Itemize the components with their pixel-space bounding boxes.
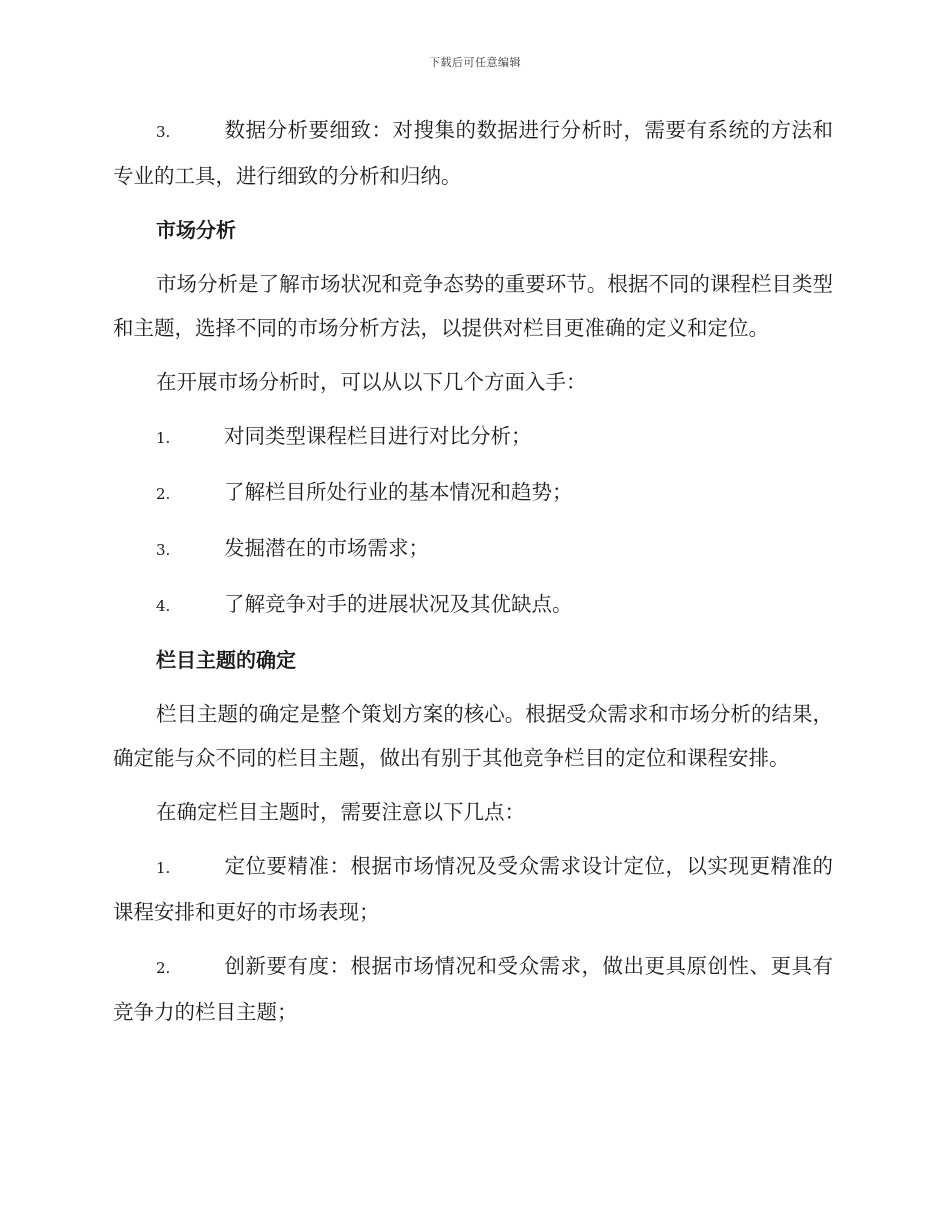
list-item bbox=[113, 944, 833, 1034]
list-item bbox=[113, 108, 833, 198]
list-item-text: 发掘潜在的市场需求； bbox=[224, 536, 429, 560]
list-item-text: 了解竞争对手的进展状况及其优缺点。 bbox=[224, 592, 573, 616]
section-heading-market: 市场分析 bbox=[156, 218, 236, 242]
list-item bbox=[113, 470, 833, 516]
document-body bbox=[113, 108, 833, 1044]
list-item-number: 2. bbox=[156, 959, 171, 977]
section-heading-theme: 栏目主题的确定 bbox=[156, 648, 296, 672]
list-item-number: 4. bbox=[156, 597, 171, 615]
list-item-number: 3. bbox=[156, 123, 171, 141]
list-item-number: 3. bbox=[156, 541, 171, 559]
list-item-text: 数据分析要细致：对搜集的数据进行分析时，需要有系统的方法和专业的工具，进行细致的分析和归纳。 bbox=[113, 118, 833, 188]
list-item-text: 创新要有度：根据市场情况和受众需求，做出更具原创性、更具有竞争力的栏目主题； bbox=[113, 954, 833, 1024]
paragraph: 在开展市场分析时，可以从以下几个方面入手： bbox=[156, 370, 587, 394]
list-item-number: 1. bbox=[156, 859, 171, 877]
list-item-text: 了解栏目所处行业的基本情况和趋势； bbox=[224, 480, 573, 504]
list-item-text: 定位要精准：根据市场情况及受众需求设计定位，以实现更精准的课程安排和更好的市场表现； bbox=[113, 854, 833, 924]
list-item-number: 2. bbox=[156, 485, 171, 503]
list-item-number: 1. bbox=[156, 429, 171, 447]
list-item bbox=[113, 414, 833, 460]
paragraph: 市场分析是了解市场状况和竞争态势的重要环节。根据不同的课程栏目类型和主题，选择不同的市场分析方法，以提供对栏目更准确的定义和定位。 bbox=[113, 272, 833, 340]
page-header: 下载后可任意编辑 bbox=[429, 56, 521, 69]
list-item bbox=[113, 526, 833, 572]
paragraph: 在确定栏目主题时，需要注意以下几点： bbox=[156, 800, 525, 824]
list-item bbox=[113, 844, 833, 934]
list-item bbox=[113, 582, 833, 628]
list-item-text: 对同类型课程栏目进行对比分析； bbox=[224, 424, 532, 448]
paragraph: 栏目主题的确定是整个策划方案的核心。根据受众需求和市场分析的结果，确定能与众不同的栏目主题，做出有别于其他竞争栏目的定位和课程安排。 bbox=[113, 702, 833, 770]
